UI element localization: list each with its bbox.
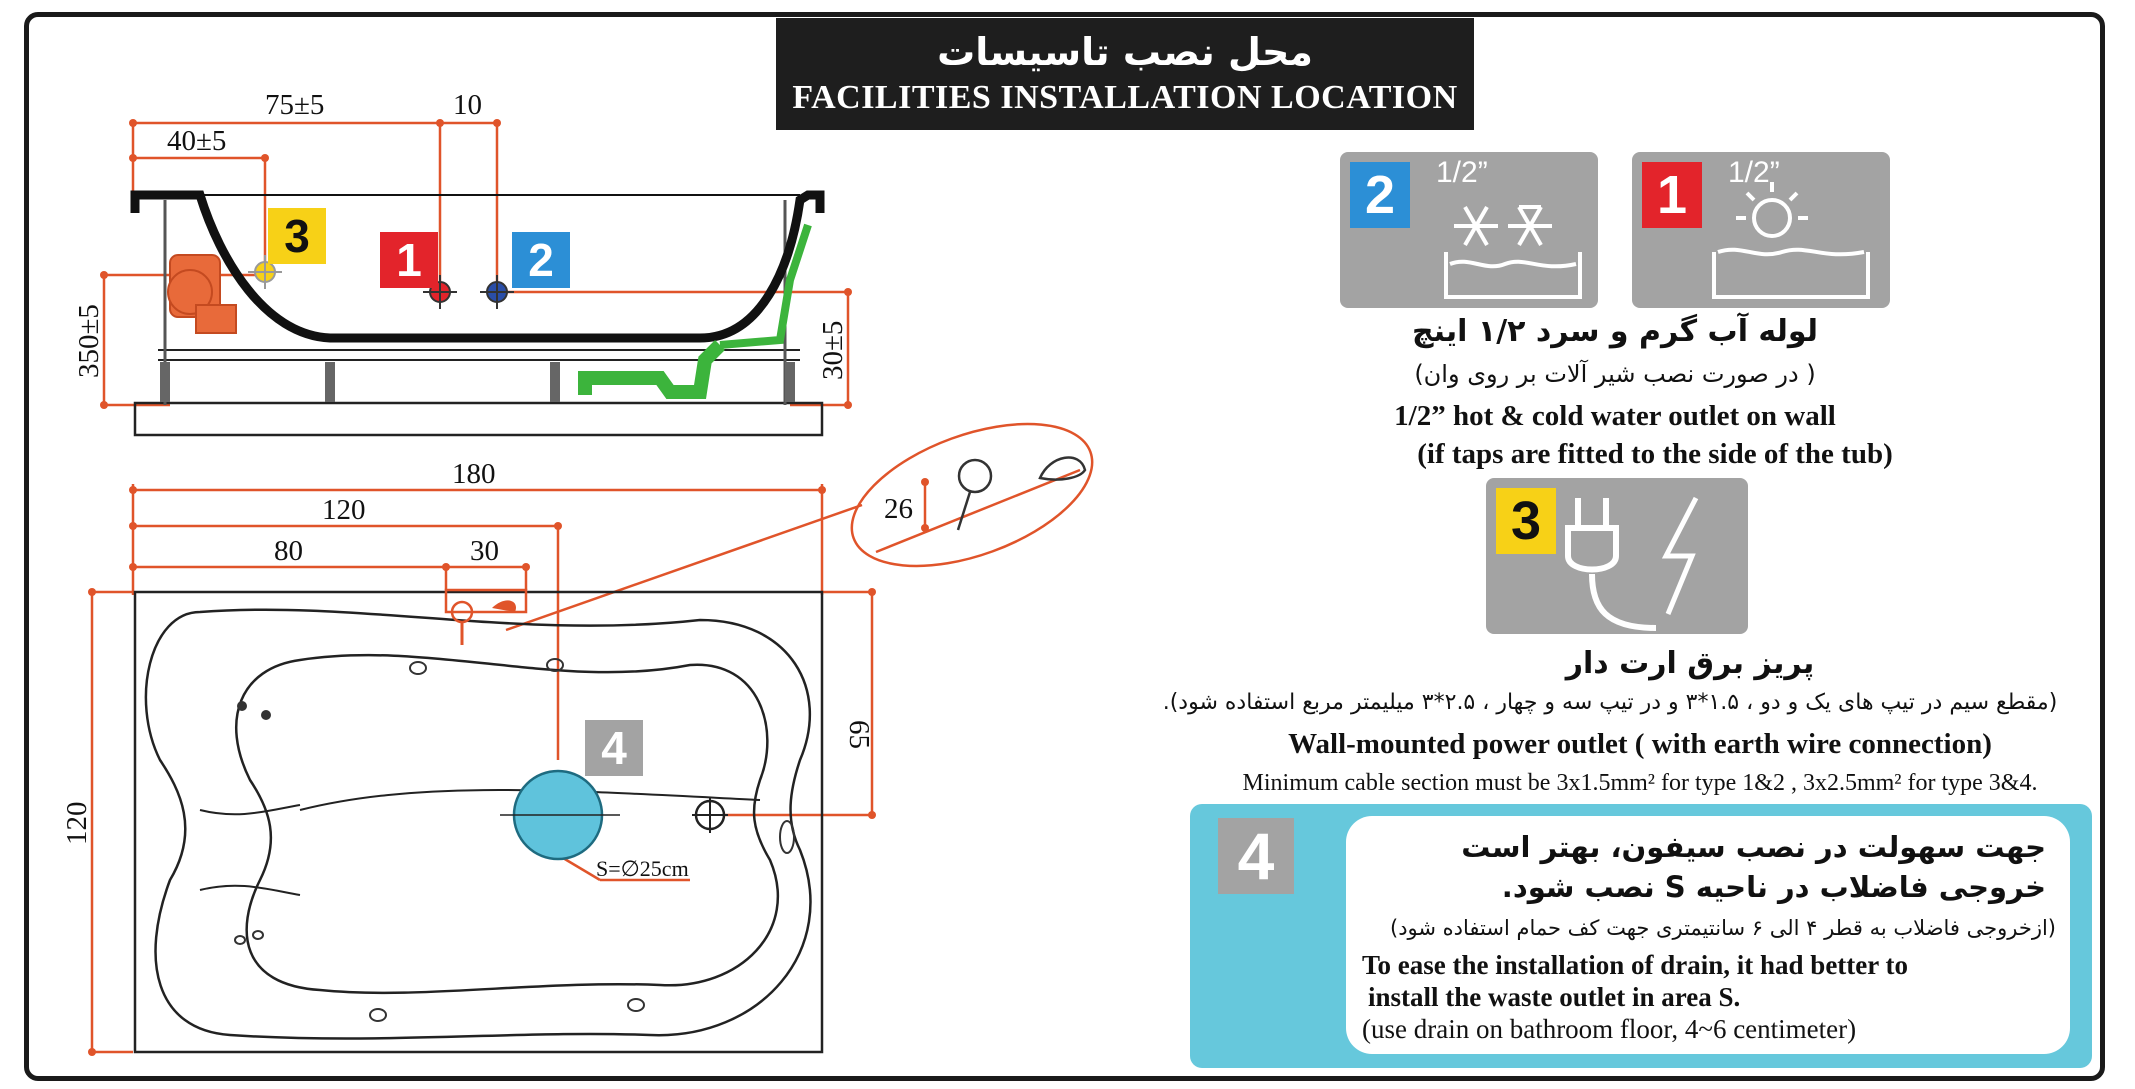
water-note-persian: ( در صورت نصب شیر آلات بر روی وان) — [1414, 360, 1816, 388]
drain-english-line1: To ease the installation of drain, it had better to — [1362, 950, 1909, 980]
dim-26: 26 — [884, 493, 913, 525]
title-persian: محل نصب تاسیسات — [937, 30, 1313, 74]
tub-shell-profile — [135, 195, 820, 338]
dim-40: 40±5 — [167, 125, 227, 157]
dim-120-height: 120 — [61, 801, 93, 845]
hot-water-size: 1/2” — [1728, 156, 1780, 189]
plug-lightning-icon — [1486, 478, 1748, 634]
power-title-persian: پریز برق ارت دار — [1565, 646, 1815, 681]
hot-water-panel — [1632, 152, 1890, 308]
side-view — [135, 195, 822, 435]
drain-persian-note: (ازخروجی فاضلاب به قطر ۴ الی ۶ سانتیمتری جهت کف حمام استفاده شود) — [1390, 916, 2056, 940]
drain-persian-line1: جهت سهولت در نصب سیفون، بهتر است — [1461, 830, 2046, 864]
power-title-english: Wall-mounted power outlet ( with earth wire connection) — [1288, 728, 1992, 760]
dim-65: 65 — [843, 720, 875, 749]
cold-water-size: 1/2” — [1436, 156, 1488, 189]
water-title-persian: لوله آب گرم و سرد ۱/۲ اینچ — [1412, 314, 1818, 349]
marker-cold: 2 — [512, 232, 570, 288]
sun-icon — [1632, 152, 1890, 308]
cold-water-panel — [1340, 152, 1598, 308]
pump-motor — [168, 255, 236, 333]
drain-info-card — [1346, 816, 2070, 1054]
title-english: FACILITIES INSTALLATION LOCATION — [792, 79, 1458, 116]
cold-water-point — [480, 275, 514, 309]
marker-hot: 1 — [380, 232, 438, 288]
water-title-english: 1/2” hot & cold water outlet on wall — [1394, 400, 1836, 432]
drain-pipe — [585, 345, 720, 395]
power-note-english: Minimum cable section must be 3x1.5mm² for type 1&2 , 3x2.5mm² for type 3&4. — [1242, 770, 2038, 796]
power-number: 3 — [1496, 488, 1556, 554]
snowflake-icon — [1340, 152, 1598, 308]
drain-fitting — [692, 797, 728, 833]
dim-75: 75±5 — [265, 89, 325, 121]
dim-350: 350±5 — [73, 304, 105, 378]
dimension-lines — [92, 123, 1111, 1052]
drain-number: 4 — [1218, 818, 1294, 894]
tap-fitting — [446, 590, 526, 645]
hot-water-number: 1 — [1642, 162, 1702, 228]
marker-drain: 4 — [585, 720, 643, 776]
cold-water-number: 2 — [1350, 162, 1410, 228]
water-note-english: (if taps are fitted to the side of the tub) — [1417, 438, 1893, 470]
dim-120-width: 120 — [322, 494, 366, 526]
drain-english-note: (use drain on bathroom floor, 4~6 centimeter) — [1362, 1014, 1857, 1044]
drain-persian-line2: خروجی فاضلاب در ناحیه S نصب شود. — [1501, 870, 2046, 904]
dim-10: 10 — [453, 89, 482, 121]
drain-english-line2: install the waste outlet in area S. — [1368, 982, 1741, 1012]
drain-label: S=∅25cm — [596, 856, 689, 881]
dim-30: 30±5 — [817, 320, 849, 380]
dim-180: 180 — [452, 458, 496, 490]
marker-power: 3 — [268, 208, 326, 264]
dim-30-tap: 30 — [470, 535, 499, 567]
tub-basin — [236, 655, 778, 993]
power-note-persian: (مقطع سیم در تیپ های یک و دو ، ۱.۵*۳ و در تیپ سه و چهار ، ۲.۵*۳ میلیمتر مربع استفاده شود). — [1162, 690, 2058, 715]
dim-80: 80 — [274, 535, 303, 567]
tub-base — [135, 403, 822, 435]
power-panel — [1486, 478, 1748, 634]
